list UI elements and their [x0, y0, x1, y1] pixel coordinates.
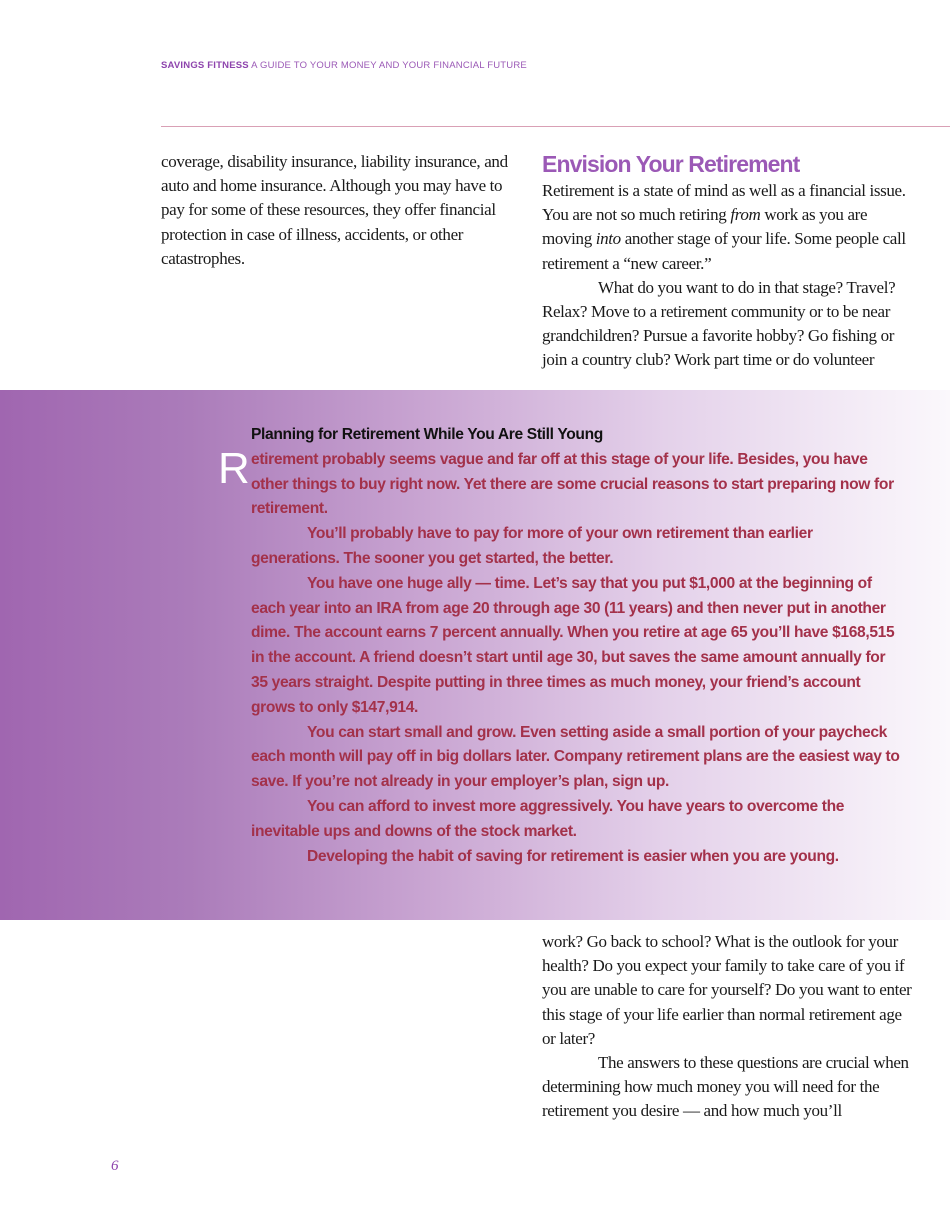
left-column: [161, 150, 521, 271]
sidebar-box: [0, 390, 950, 920]
sidebar-paragraph-4: You can start small and grow. Even setting aside a small portion of your paycheck each month will pay off in big dollars later. Company retirement plans are the easiest way to save. If you’re not already in your employer’s plan, sign up.: [251, 723, 900, 791]
right-paragraph-1: Retirement is a state of mind as well as a financial issue. You are not so much retiring from work as you are moving into another stage of your life. Some people call retirement a “new career.”: [542, 181, 906, 273]
section-heading: Envision Your Retirement: [542, 151, 800, 177]
bottom-paragraph-1: work? Go back to school? What is the outlook for your health? Do you expect your family to take care of you if you are unable to care for yourself? Do you want to enter this stage of your life earlier than normal retirement age or later?: [542, 932, 912, 1048]
right-column: [542, 150, 912, 373]
running-header: [161, 60, 527, 71]
page-number: 6: [111, 1158, 119, 1174]
right-paragraph-2: What do you want to do in that stage? Travel? Relax? Move to a retirement community or to be near grandchildren? Pursue a favorite hobby? Go fishing or join a country club? Work part time or do volunteer: [542, 277, 896, 370]
sidebar-paragraph-5: You can afford to invest more aggressively. You have years to overcome the inevitable ups and downs of the stock market.: [251, 797, 845, 840]
header-brand: SAVINGS FITNESS: [161, 60, 249, 71]
sidebar-content: [218, 423, 901, 869]
drop-cap: R: [218, 444, 250, 493]
sidebar-paragraph-1: etirement probably seems vague and far off at this stage of your life. Besides, you have other things to buy right now. Yet there are some crucial reasons to start preparing now for retirement.: [251, 450, 894, 518]
bottom-column: [542, 930, 912, 1124]
left-paragraph: coverage, disability insurance, liability insurance, and auto and home insurance. Although you may have to pay for some of these resources, they offer financial protection in case of illness, accidents, or other catastrophes.: [161, 152, 508, 268]
sidebar-title: Planning for Retirement While You Are Still Young: [251, 426, 603, 443]
sidebar-paragraph-6: Developing the habit of saving for retirement is easier when you are young.: [307, 847, 839, 865]
sidebar-paragraph-3: You have one huge ally — time. Let’s say that you put $1,000 at the beginning of each year into an IRA from age 20 through age 30 (11 years) and then never put in another dime. The account earns 7 percent annually. When you retire at age 65 you’ll have $168,515 in the account. A friend doesn’t start until age 30, but saves the same amount annually for 35 years straight. Despite putting in three times as much money, your friend’s account grows to only $147,914.: [251, 574, 895, 716]
bottom-paragraph-2: The answers to these questions are crucial when determining how much money you will need for the retirement you desire — and how much you’ll: [542, 1053, 909, 1121]
header-divider: [161, 126, 950, 127]
sidebar-paragraph-2: You’ll probably have to pay for more of your own retirement than earlier generations. The sooner you get started, the better.: [251, 525, 813, 567]
header-subtitle: A GUIDE TO YOUR MONEY AND YOUR FINANCIAL FUTURE: [251, 60, 527, 71]
